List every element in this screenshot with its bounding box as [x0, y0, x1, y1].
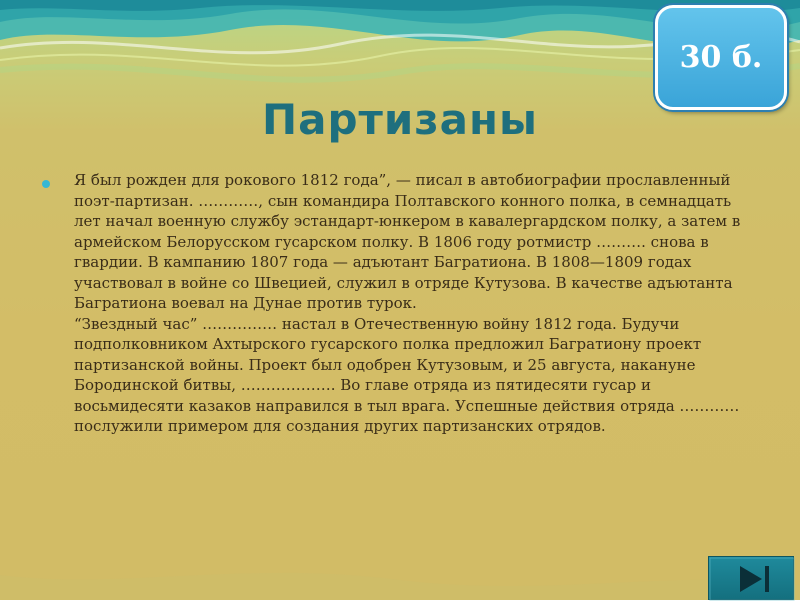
play-next-icon — [709, 557, 795, 601]
question-content — [42, 170, 757, 437]
points-badge: 30 б. — [655, 5, 787, 110]
bullet-icon — [42, 180, 50, 188]
question-text: Я был рожден для рокового 1812 года”, — писал в автобиографии прославленный поэт-партизан. …………, сын командира Полтавского конного полка, в семнадцать лет начал военную службу эстандарт-юнкером в кавалергардском полку, а затем в армейском Белорусском гусарском полку. В 1806 году ротмистр ………. снова в гвардии. В кампанию 1807 года — адъютант Багратиона. В 1808—1809 годах участвовал в войне со Швецией, служил в отряде Кутузова. В качестве адъютанта Багратиона воевал на Дунае против турок. “Звездный час” …………… настал в Отечественную войну 1812 года. Будучи подполковником Ахтырского гусарского полка предложил Багратиону проект партизанской войны. Проект был одобрен Кутузовым, и 25 августа, накануне Бородинской битвы, ………………. Во главе отряда из пятидесяти гусар и восьмидесяти казаков направился в тыл врага. Успешные действия отряда ………… послужили примером для создания других партизанских отрядов. — [74, 171, 741, 435]
next-slide-button[interactable] — [708, 556, 794, 600]
slide-title: Партизаны — [261, 95, 539, 144]
